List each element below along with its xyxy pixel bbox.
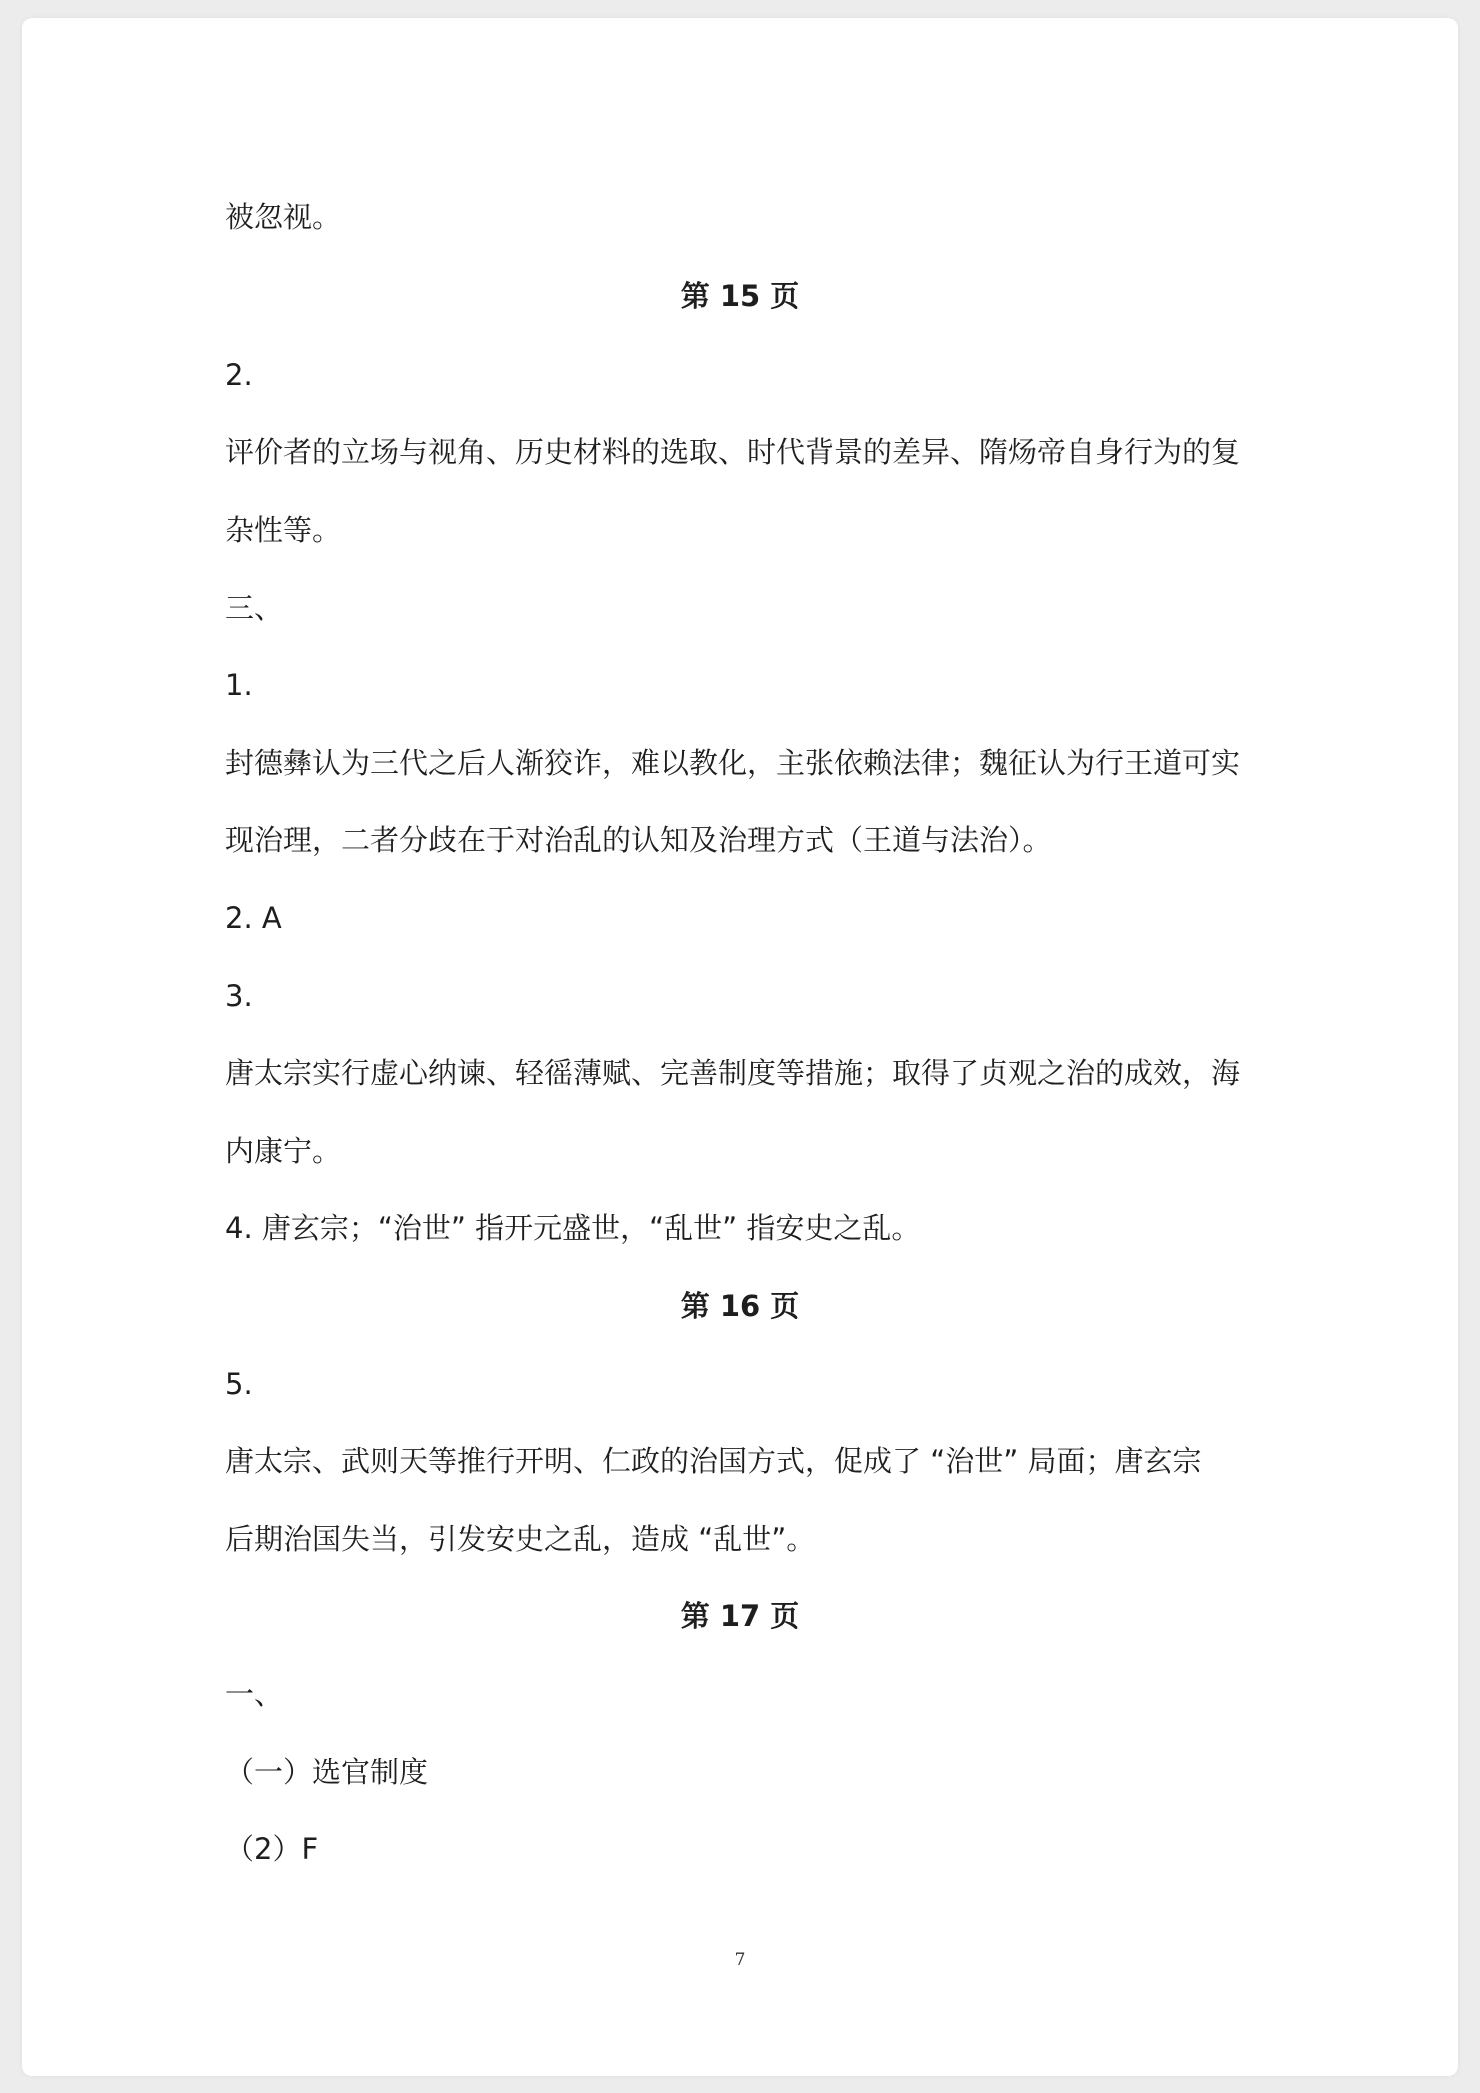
answer-text: 杂性等。 <box>225 513 342 547</box>
section-heading-page-17: 第 17 页 <box>680 1599 800 1633</box>
section-number: 一、 <box>225 1677 284 1711</box>
question-number: 5. <box>225 1367 253 1401</box>
answer-text: 内康宁。 <box>225 1134 342 1168</box>
answer-text: 2. A <box>225 901 282 935</box>
question-number: 3. <box>225 979 253 1013</box>
section-number: 三、 <box>225 591 284 625</box>
section-heading-page-16: 第 16 页 <box>680 1289 800 1323</box>
text-line: 被忽视。 <box>225 200 342 234</box>
answer-text: 唐太宗、武则天等推行开明、仁政的治国方式，促成了 “治世” 局面；唐玄宗 <box>225 1444 1202 1478</box>
answer-text: （一）选官制度 <box>225 1755 429 1789</box>
page-number: 7 <box>734 1950 746 1970</box>
answer-text: 封德彝认为三代之后人渐狡诈，难以教化，主张依赖法律；魏征认为行王道可实 <box>225 746 1241 780</box>
answer-text: 4. 唐玄宗；“治世” 指开元盛世，“乱世” 指安史之乱。 <box>225 1211 921 1245</box>
answer-text: 后期治国失当，引发安史之乱，造成 “乱世”。 <box>225 1522 816 1556</box>
question-number: 1. <box>225 668 253 702</box>
answer-text: 唐太宗实行虚心纳谏、轻徭薄赋、完善制度等措施；取得了贞观之治的成效，海 <box>225 1056 1241 1090</box>
answer-text: 现治理，二者分歧在于对治乱的认知及治理方式（王道与法治）。 <box>225 823 1052 857</box>
answer-text: （2）F <box>225 1832 319 1866</box>
question-number: 2. <box>225 358 253 392</box>
answer-text: 评价者的立场与视角、历史材料的选取、时代背景的差异、隋炀帝自身行为的复 <box>225 435 1241 469</box>
section-heading-page-15: 第 15 页 <box>680 279 800 313</box>
